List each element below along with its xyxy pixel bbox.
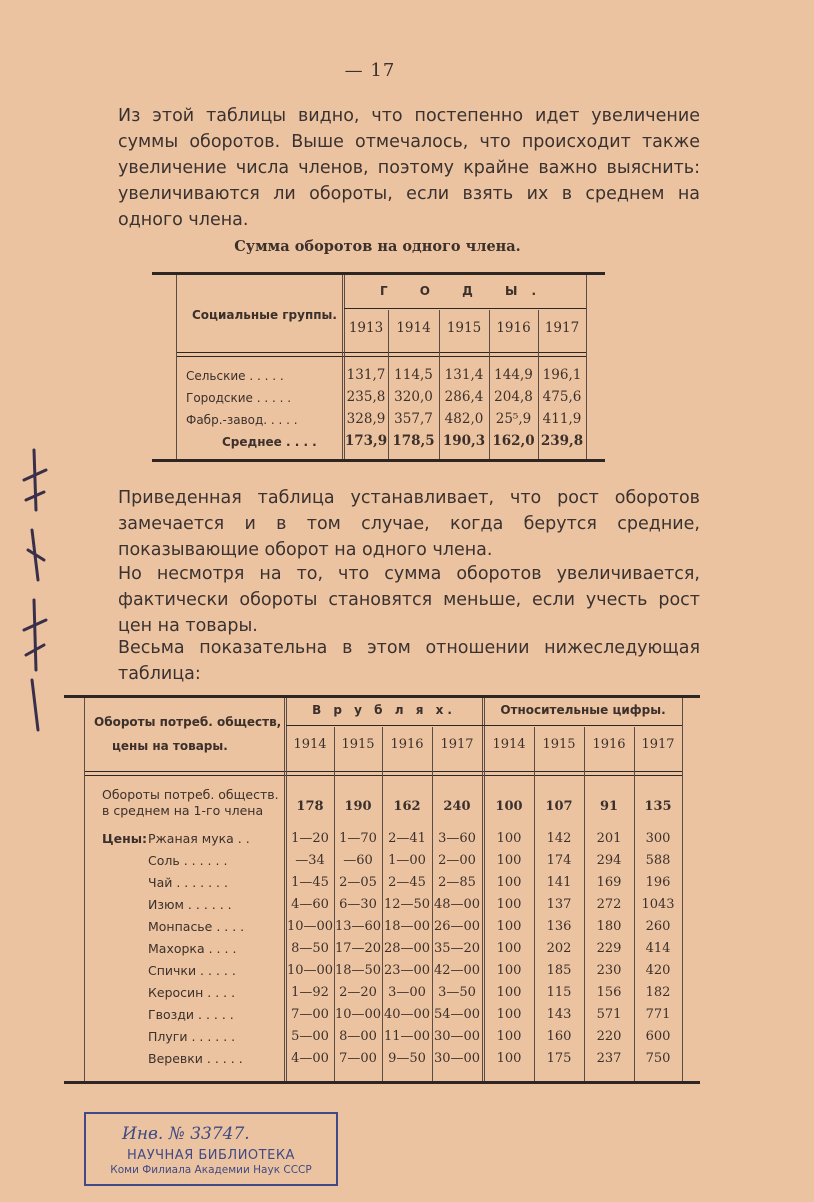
table-2-cell: —34 <box>295 853 325 868</box>
table-2-cell: —60 <box>343 853 373 868</box>
table-2-cell: 2—85 <box>438 875 476 890</box>
table-2-row-label: Чай . . . . . . . <box>148 875 228 890</box>
stamp-library: НАУЧНАЯ БИБЛИОТЕКА <box>127 1148 295 1163</box>
table-2-turnover-cell: 135 <box>644 799 672 814</box>
table-2-turnover-cell: 190 <box>344 799 372 814</box>
table-2-cell: 7—00 <box>339 1051 377 1066</box>
table-2-cell: 42—00 <box>433 963 481 978</box>
table-2-cell: 4—60 <box>291 897 329 912</box>
table-2-cell: 1—92 <box>291 985 329 1000</box>
table-1-cell: 286,4 <box>444 389 484 405</box>
table-2-cell: 11—00 <box>383 1029 431 1044</box>
table-1-year: 1914 <box>396 320 431 336</box>
table-2-cell: 3—50 <box>438 985 476 1000</box>
table-2-cell: 142 <box>546 831 572 846</box>
table-2-cell: 115 <box>546 985 572 1000</box>
table-2-cell: 272 <box>596 897 622 912</box>
table-2-cell: 229 <box>596 941 622 956</box>
table-2-cell: 10—00 <box>286 919 334 934</box>
table-1-years-header: Г О Д Ы. <box>379 284 551 298</box>
table-1-cell: 411,9 <box>542 411 582 427</box>
table-2-cell: 771 <box>645 1007 671 1022</box>
table-2-cell: 12—50 <box>383 897 431 912</box>
table-2-cell: 100 <box>496 985 522 1000</box>
table-2-cell: 35—20 <box>433 941 481 956</box>
table-2-cell: 174 <box>546 853 572 868</box>
table-1-row-label: Сельские . . . . . <box>186 369 284 383</box>
table-2-cell: 175 <box>546 1051 572 1066</box>
table-2-cell: 137 <box>546 897 572 912</box>
table-1-cell: 144,9 <box>494 367 533 383</box>
table-2-row-label: Махорка . . . . <box>148 941 237 956</box>
table-2-cell: 196 <box>645 875 671 890</box>
table-2-cell: 3—00 <box>388 985 426 1000</box>
table-2-cell: 100 <box>496 831 522 846</box>
table-2-cell: 100 <box>496 897 522 912</box>
paragraph-1: Из этой таблицы видно, что постепенно идет увеличение суммы оборотов. Выше отмечалось, что происходит также увеличение числа членов, поэтому крайне важно выяснить: увеличиваются ли обороты, если взять их в среднем на одного члена. <box>118 106 700 230</box>
table-2-cell: 588 <box>645 853 671 868</box>
table-2-year: 1915 <box>341 737 375 752</box>
table-1-year: 1913 <box>348 320 384 336</box>
table-2-cell: 420 <box>645 963 671 978</box>
table-1-cell: 173,9 <box>344 433 388 449</box>
table-2-cell: 260 <box>645 919 671 934</box>
table-2-row-label: Изюм . . . . . . <box>148 897 232 912</box>
table-2-cell: 48—00 <box>433 897 481 912</box>
table-1-row-label: Фабр.-завод. . . . . <box>186 413 298 427</box>
table-2-cell: 8—00 <box>339 1029 377 1044</box>
table-2-year: 1916 <box>390 737 424 752</box>
table-2-turnover-label: Обороты потреб. обществ. <box>102 787 279 802</box>
table-2-cell: 201 <box>596 831 622 846</box>
table-2-cell: 10—00 <box>286 963 334 978</box>
table-1-cell: 162,0 <box>492 433 535 449</box>
table-2-turnover-cell: 91 <box>599 799 619 814</box>
table-2-year: 1914 <box>492 737 526 752</box>
table-2-corner-header: цены на товары. <box>112 739 228 753</box>
table-2-turnover-cell: 178 <box>296 799 324 814</box>
table-2-cell: 100 <box>496 941 522 956</box>
table-2-cell: 185 <box>546 963 572 978</box>
table-2-cell: 750 <box>645 1051 671 1066</box>
table-2-relative-header: Относительные цифры. <box>500 703 666 717</box>
table-1-cell: 131,7 <box>346 367 386 383</box>
table-2-cell: 414 <box>645 941 671 956</box>
table-2 <box>64 695 700 1085</box>
table-2-cell: 13—60 <box>334 919 382 934</box>
table-2-cell: 40—00 <box>383 1007 431 1022</box>
table-2-cell: 18—00 <box>383 919 431 934</box>
table-2-cell: 2—45 <box>388 875 426 890</box>
table-1-row-label: Среднее . . . . <box>222 435 317 449</box>
table-1-title: Сумма оборотов на одного члена. <box>234 238 521 255</box>
table-2-cell: 300 <box>645 831 671 846</box>
table-2-cell: 18—50 <box>334 963 382 978</box>
table-2-turnover-cell: 100 <box>495 799 523 814</box>
table-2-cell: 220 <box>596 1029 622 1044</box>
table-1-cell: 131,4 <box>444 367 484 383</box>
table-1-cell: 190,3 <box>442 433 486 449</box>
table-2-year: 1914 <box>293 737 327 752</box>
table-2-cell: 160 <box>546 1029 572 1044</box>
table-2-cell: 1043 <box>641 897 675 912</box>
table-1-cell: 239,8 <box>540 433 584 449</box>
table-1-group-header: Социальные группы. <box>192 308 337 322</box>
table-2-cell: 3—60 <box>438 831 476 846</box>
table-2-corner-header: Обороты потреб. обществ, <box>94 715 282 729</box>
stamp-inventory: Инв. № 33747. <box>122 1124 250 1144</box>
table-2-cell: 1—20 <box>291 831 329 846</box>
table-2-cell: 294 <box>596 853 622 868</box>
table-1-year: 1916 <box>496 320 531 336</box>
table-2-cell: 169 <box>596 875 622 890</box>
table-2-cell: 6—30 <box>339 897 377 912</box>
table-1-cell: 357,7 <box>394 411 433 427</box>
table-2-cell: 100 <box>496 963 522 978</box>
table-2-cell: 156 <box>596 985 622 1000</box>
table-1-cell: 475,6 <box>542 389 582 405</box>
table-1-cell: 204,8 <box>494 389 533 405</box>
table-2-cell: 1—00 <box>388 853 426 868</box>
table-1-cell: 482,0 <box>444 411 484 427</box>
table-1-cell: 196,1 <box>542 367 582 383</box>
table-1-cell: 114,5 <box>394 367 433 383</box>
table-2-cell: 54—00 <box>433 1007 481 1022</box>
table-2-cell: 26—00 <box>433 919 481 934</box>
table-1-row-label: Городские . . . . . <box>186 391 292 405</box>
table-1-cell: 178,5 <box>392 433 435 449</box>
table-2-cell: 202 <box>546 941 572 956</box>
table-2-turnover-cell: 162 <box>393 799 421 814</box>
table-2-cell: 23—00 <box>383 963 431 978</box>
table-2-year: 1916 <box>592 737 626 752</box>
table-2-row-label: Ржаная мука . . <box>148 831 250 846</box>
table-2-cell: 100 <box>496 875 522 890</box>
page-number: — 17 <box>344 60 396 81</box>
table-1-year: 1915 <box>446 320 482 336</box>
table-2-year: 1917 <box>641 737 675 752</box>
paragraph-4: Весьма показательна в этом отношении нижеследующая таблица: <box>118 638 700 684</box>
table-2-cell: 2—00 <box>438 853 476 868</box>
table-2-row-label: Веревки . . . . . <box>148 1051 243 1066</box>
table-2-cell: 100 <box>496 1007 522 1022</box>
table-1-cell: 328,9 <box>346 411 386 427</box>
table-2-row-label: Соль . . . . . . <box>148 853 228 868</box>
table-2-rubles-header: В р у б л я х. <box>312 703 456 717</box>
table-1 <box>152 272 605 462</box>
table-2-cell: 10—00 <box>334 1007 382 1022</box>
table-2-cell: 141 <box>546 875 572 890</box>
table-2-cell: 1—45 <box>291 875 329 890</box>
table-2-turnover-cell: 240 <box>443 799 471 814</box>
table-2-cell: 4—00 <box>291 1051 329 1066</box>
table-2-cell: 571 <box>596 1007 622 1022</box>
table-2-cell: 237 <box>596 1051 622 1066</box>
table-2-cell: 100 <box>496 853 522 868</box>
table-2-cell: 7—00 <box>291 1007 329 1022</box>
table-2-cell: 8—50 <box>291 941 329 956</box>
table-2-cell: 28—00 <box>383 941 431 956</box>
table-2-cell: 17—20 <box>334 941 382 956</box>
table-1-cell: 320,0 <box>394 389 433 405</box>
table-2-cell: 100 <box>496 919 522 934</box>
table-2-cell: 2—41 <box>388 831 426 846</box>
table-2-cell: 136 <box>546 919 572 934</box>
table-2-cell: 2—20 <box>339 985 377 1000</box>
table-2-cell: 1—70 <box>339 831 377 846</box>
table-2-turnover-cell: 107 <box>545 799 573 814</box>
table-2-cell: 9—50 <box>388 1051 426 1066</box>
handwritten-margin-note <box>14 440 54 740</box>
table-2-row-label: Монпасье . . . . <box>148 919 245 934</box>
table-2-turnover-label: в среднем на 1-го члена <box>102 803 264 818</box>
table-2-cell: 100 <box>496 1029 522 1044</box>
table-2-year: 1917 <box>440 737 474 752</box>
table-2-cell: 30—00 <box>433 1029 481 1044</box>
table-2-cell: 2—05 <box>339 875 377 890</box>
table-2-cell: 143 <box>546 1007 572 1022</box>
table-2-cell: 182 <box>645 985 671 1000</box>
table-2-cell: 600 <box>645 1029 671 1044</box>
table-1-year: 1917 <box>544 320 580 336</box>
table-2-row-label: Спички . . . . . <box>148 963 236 978</box>
table-2-cell: 5—00 <box>291 1029 329 1044</box>
table-2-year: 1915 <box>542 737 576 752</box>
table-2-row-label: Гвозди . . . . . <box>148 1007 234 1022</box>
table-1-cell: 235,8 <box>346 389 386 405</box>
table-2-cell: 230 <box>596 963 622 978</box>
table-2-cell: 100 <box>496 1051 522 1066</box>
paragraph-3: Но несмотря на то, что сумма оборотов увеличивается, фактически обороты становятся меньше, если учесть рост цен на товары. <box>118 564 700 636</box>
table-2-cell: 180 <box>596 919 622 934</box>
table-1-cell: 25⁵,9 <box>495 411 532 427</box>
library-stamp <box>84 1112 338 1186</box>
table-2-row-label: Керосин . . . . <box>148 985 236 1000</box>
table-2-row-label: Плуги . . . . . . <box>148 1029 236 1044</box>
stamp-branch: Коми Филиала Академии Наук СССР <box>110 1164 312 1176</box>
table-2-cell: 30—00 <box>433 1051 481 1066</box>
paragraph-2: Приведенная таблица устанавливает, что рост оборотов замечается и в том случае, когда берутся средние, показывающие оборот на одного члена. <box>118 488 700 560</box>
table-2-prices-label: Цены: <box>102 831 148 846</box>
